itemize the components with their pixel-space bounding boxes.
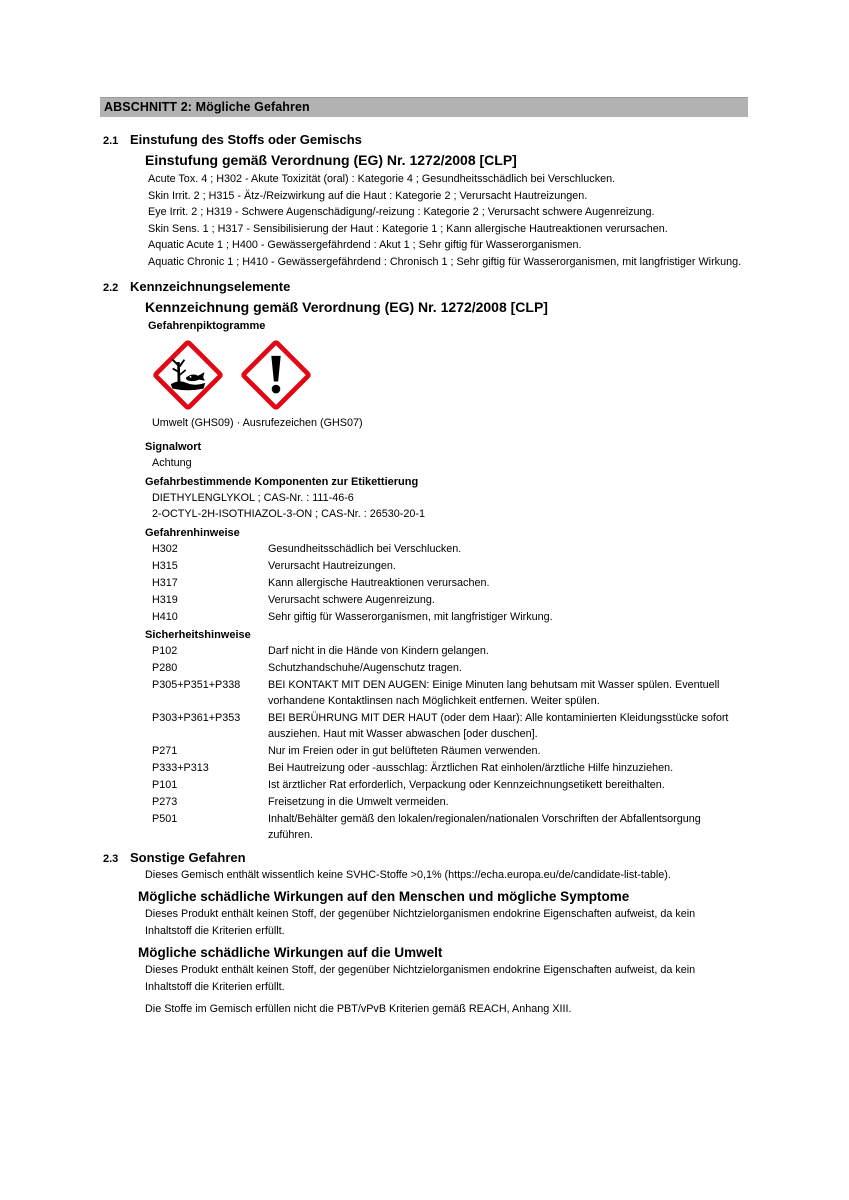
section-title: Kennzeichnungselemente: [130, 279, 291, 294]
section-2-1-heading: [100, 132, 748, 147]
section-2-2-heading: [100, 279, 748, 294]
precautionary-code: P271: [152, 744, 178, 757]
labelling-components-label: Gefahrbestimmende Komponenten zur Etikettierung: [145, 475, 419, 488]
hazard-text: Gesundheitsschädlich bei Verschlucken.: [268, 542, 462, 555]
hazard-text: Kann allergische Hautreaktionen verursachen.: [268, 576, 490, 589]
precautionary-text: Darf nicht in die Hände von Kindern gelangen.: [268, 644, 489, 657]
pictogram-caption: Umwelt (GHS09) · Ausrufezeichen (GHS07): [152, 417, 363, 429]
clp-labelling-subtitle: Kennzeichnung gemäß Verordnung (EG) Nr. 1272/2008 [CLP]: [145, 299, 548, 315]
hazard-statement-row: [152, 541, 748, 557]
hazard-code: H317: [152, 576, 178, 589]
precautionary-code: P303+P361+P353: [152, 711, 241, 724]
section-2-content: [100, 97, 748, 1018]
clp-classification-subtitle: Einstufung gemäß Verordnung (EG) Nr. 1272/2008 [CLP]: [145, 152, 517, 168]
precautionary-statement-row: [152, 643, 748, 659]
section-title: Sonstige Gefahren: [130, 849, 246, 865]
labelling-component: DIETHYLENGLYKOL ; CAS-Nr. : 111-46-6: [152, 491, 354, 504]
classification-line: Aquatic Acute 1 ; H400 - Gewässergefährdend : Akut 1 ; Sehr giftig für Wasserorganismen.: [148, 239, 582, 251]
classification-line: Eye Irrit. 2 ; H319 - Schwere Augenschädigung/-reizung : Kategorie 2 ; Verursacht schwere Augenreizung.: [148, 206, 655, 218]
section-title: Einstufung des Stoffs oder Gemischs: [130, 132, 362, 147]
human-effects-heading: Mögliche schädliche Wirkungen auf den Menschen und mögliche Symptome: [138, 889, 630, 904]
pictograms-label: Gefahrenpiktogramme: [148, 320, 266, 332]
precautionary-statement-row: [152, 794, 748, 810]
precautionary-code: P305+P351+P338: [152, 678, 241, 691]
hazard-code: H302: [152, 542, 178, 555]
section-number: 2.1: [103, 135, 119, 147]
precautionary-text: Schutzhandschuhe/Augenschutz tragen.: [268, 661, 462, 674]
precautionary-statements-table: [152, 643, 748, 843]
hazard-text: Sehr giftig für Wasserorganismen, mit langfristiger Wirkung.: [268, 610, 553, 623]
precautionary-statement-row: [152, 660, 748, 676]
precautionary-statement-row: [152, 743, 748, 759]
human-effects-text: Dieses Produkt enthält keinen Stoff, der gegenüber Nichtzielorganismen endokrine Eigenschaften aufweist, da kein Inhaltstoff die Kriterien erfüllt.: [145, 908, 696, 937]
labelling-component: 2-OCTYL-2H-ISOTHIAZOL-3-ON ; CAS-Nr. : 26530-20-1: [152, 508, 425, 520]
hazard-statement-row: [152, 575, 748, 591]
ghs07-exclamation-pictogram-icon: [240, 339, 312, 411]
environment-effects-heading: Mögliche schädliche Wirkungen auf die Umwelt: [138, 945, 443, 960]
section-header-bar: ABSCHNITT 2: Mögliche Gefahren: [100, 97, 748, 117]
precautionary-code: P501: [152, 812, 178, 825]
precautionary-code: P333+P313: [152, 761, 209, 774]
classification-line: Skin Sens. 1 ; H317 - Sensibilisierung der Haut : Kategorie 1 ; Kann allergische Hautreaktionen verursachen.: [148, 222, 668, 235]
precautionary-statement-row: [152, 777, 748, 793]
precautionary-text: Bei Hautreizung oder -ausschlag: Ärztlichen Rat einholen/ärztliche Hilfe hinzuziehen.: [268, 761, 674, 774]
pictogram-row: [152, 339, 748, 411]
classification-line: Acute Tox. 4 ; H302 - Akute Toxizität (oral) : Kategorie 4 ; Gesundheitsschädlich bei Verschlucken.: [148, 173, 616, 185]
precautionary-text: Nur im Freien oder in gut belüfteten Räumen verwenden.: [268, 744, 541, 757]
svhc-statement: Dieses Gemisch enthält wissentlich keine SVHC-Stoffe >0,1% (https://echa.europa.eu/de/candidate-list-table).: [145, 868, 671, 881]
precautionary-statement-row: [152, 811, 748, 843]
classification-line: Skin Irrit. 2 ; H315 - Ätz-/Reizwirkung auf die Haut : Kategorie 2 ; Verursacht Hautreizungen.: [148, 189, 588, 202]
hazard-text: Verursacht schwere Augenreizung.: [268, 593, 435, 606]
hazard-statements-label: Gefahrenhinweise: [145, 526, 240, 539]
signal-word-value: Achtung: [152, 457, 192, 469]
precautionary-statement-row: [152, 760, 748, 776]
precautionary-statements-label: Sicherheitshinweise: [145, 628, 251, 641]
precautionary-code: P102: [152, 644, 178, 657]
precautionary-text: BEI BERÜHRUNG MIT DER HAUT (oder dem Haar): Alle kontaminierten Kleidungsstücke sofort ausziehen. Haut mit Wasser abwaschen [oder duschen].: [268, 711, 729, 740]
hazard-code: H319: [152, 593, 178, 606]
hazard-statement-row: [152, 592, 748, 608]
hazard-statements-table: [152, 541, 748, 625]
hazard-text: Verursacht Hautreizungen.: [268, 559, 396, 572]
precautionary-text: Freisetzung in die Umwelt vermeiden.: [268, 795, 449, 808]
hazard-statement-row: [152, 609, 748, 625]
precautionary-text: Ist ärztlicher Rat erforderlich, Verpackung oder Kennzeichnungsetikett bereithalten.: [268, 778, 665, 791]
hazard-code: H315: [152, 559, 178, 572]
precautionary-code: P280: [152, 661, 178, 674]
classification-line: Aquatic Chronic 1 ; H410 - Gewässergefährdend : Chronisch 1 ; Sehr giftig für Wasserorganismen, mit langfristiger Wirkung.: [148, 255, 742, 268]
precautionary-text: Inhalt/Behälter gemäß den lokalen/regionalen/nationalen Vorschriften der Abfallentsorgung zuführen.: [268, 812, 701, 841]
ghs09-environment-pictogram-icon: [152, 339, 224, 411]
precautionary-statement-row: [152, 677, 748, 709]
section-2-3-heading: [100, 850, 748, 865]
precautionary-code: P101: [152, 778, 178, 791]
precautionary-code: P273: [152, 795, 178, 808]
section-number: 2.3: [103, 852, 119, 865]
pbt-statement: Die Stoffe im Gemisch erfüllen nicht die PBT/vPvB Kriterien gemäß REACH, Anhang XIII.: [145, 1003, 572, 1015]
precautionary-statement-row: [152, 710, 748, 742]
signal-word-label: Signalwort: [145, 441, 202, 453]
precautionary-text: BEI KONTAKT MIT DEN AUGEN: Einige Minuten lang behutsam mit Wasser spülen. Eventuell vorhandene Kontaktlinsen nach Möglichkeit entfernen. Weiter spülen.: [268, 678, 720, 707]
classification-list: [100, 171, 748, 270]
hazard-statement-row: [152, 558, 748, 574]
environment-effects-text: Dieses Produkt enthält keinen Stoff, der gegenüber Nichtzielorganismen endokrine Eigenschaften aufweist, da kein Inhaltstoff die Kriterien erfüllt.: [145, 964, 696, 993]
hazard-code: H410: [152, 610, 178, 623]
section-number: 2.2: [103, 282, 119, 294]
